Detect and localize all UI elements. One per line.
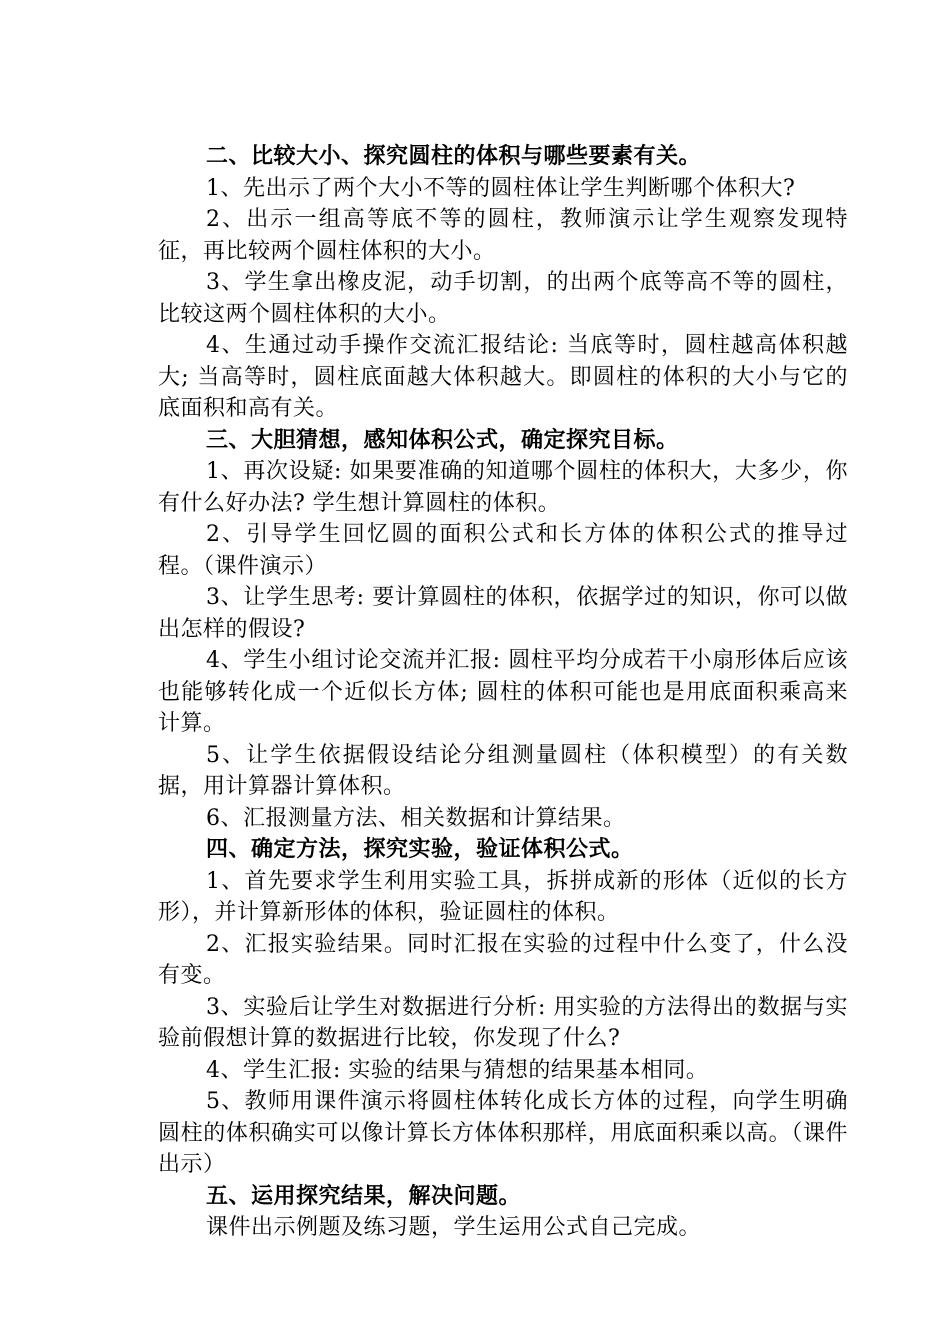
paragraph: 6、汇报测量方法、相关数据和计算结果。 [206,805,626,831]
section-heading-5: 五、运用探究结果，解决问题。 [206,1182,522,1209]
paragraph: 4、学生小组讨论交流并汇报: 圆柱平均分成若干小扇形体后应该也能够转化成一个近似长方体; 圆柱的体积可能也是用底面积乘高来计算。 [158,648,848,736]
paragraph: 1、再次设疑: 如果要准确的知道哪个圆柱的体积大，大多少，你有什么好办法? 学生想计算圆柱的体积。 [158,459,848,516]
paragraph: 2、汇报实验结果。同时汇报在实验的过程中什么变了，什么没有变。 [158,931,848,988]
paragraph: 1、首先要求学生利用实验工具，拆拼成新的形体（近似的长方形），并计算新形体的体积，验证圆柱的体积。 [158,868,848,925]
section-heading-2: 二、比较大小、探究圆柱的体积与哪些要素有关。 [206,143,702,169]
section-heading-4: 四、确定方法，探究实验，验证体积公式。 [206,836,634,862]
paragraph: 3、学生拿出橡皮泥，动手切割，的出两个底等高不等的圆柱，比较这两个圆柱体积的大小。 [158,270,848,327]
paragraph: 3、让学生思考: 要计算圆柱的体积，依据学过的知识，你可以做出怎样的假设? [158,585,848,642]
paragraph: 2、出示一组高等底不等的圆柱，教师演示让学生观察发现特征，再比较两个圆柱体积的大小。 [158,207,848,264]
section-heading-3: 三、大胆猜想，感知体积公式，确定探究目标。 [206,426,679,453]
document-page [158,141,848,1244]
paragraph: 5、教师用课件演示将圆柱体转化成长方体的过程，向学生明确圆柱的体积确实可以像计算长方体体积那样，用底面积乘以高。（课件出示） [158,1089,848,1177]
paragraph: 1、先出示了两个大小不等的圆柱体让学生判断哪个体积大? [206,175,796,201]
paragraph: 4、生通过动手操作交流汇报结论: 当底等时，圆柱越高体积越大; 当高等时，圆柱底面越大体积越大。即圆柱的体积的大小与它的底面积和高有关。 [158,333,848,421]
paragraph: 4、学生汇报: 实验的结果与猜想的结果基本相同。 [206,1057,709,1083]
paragraph: 2、引导学生回忆圆的面积公式和长方体的体积公式的推导过程。（课件演示） [158,522,848,579]
paragraph: 课件出示例题及练习题，学生运用公式自己完成。 [206,1215,702,1240]
paragraph: 5、让学生依据假设结论分组测量圆柱（体积模型）的有关数据，用计算器计算体积。 [158,742,848,799]
paragraph: 3、实验后让学生对数据进行分析: 用实验的方法得出的数据与实验前假想计算的数据进行比较，你发现了什么? [158,994,848,1051]
